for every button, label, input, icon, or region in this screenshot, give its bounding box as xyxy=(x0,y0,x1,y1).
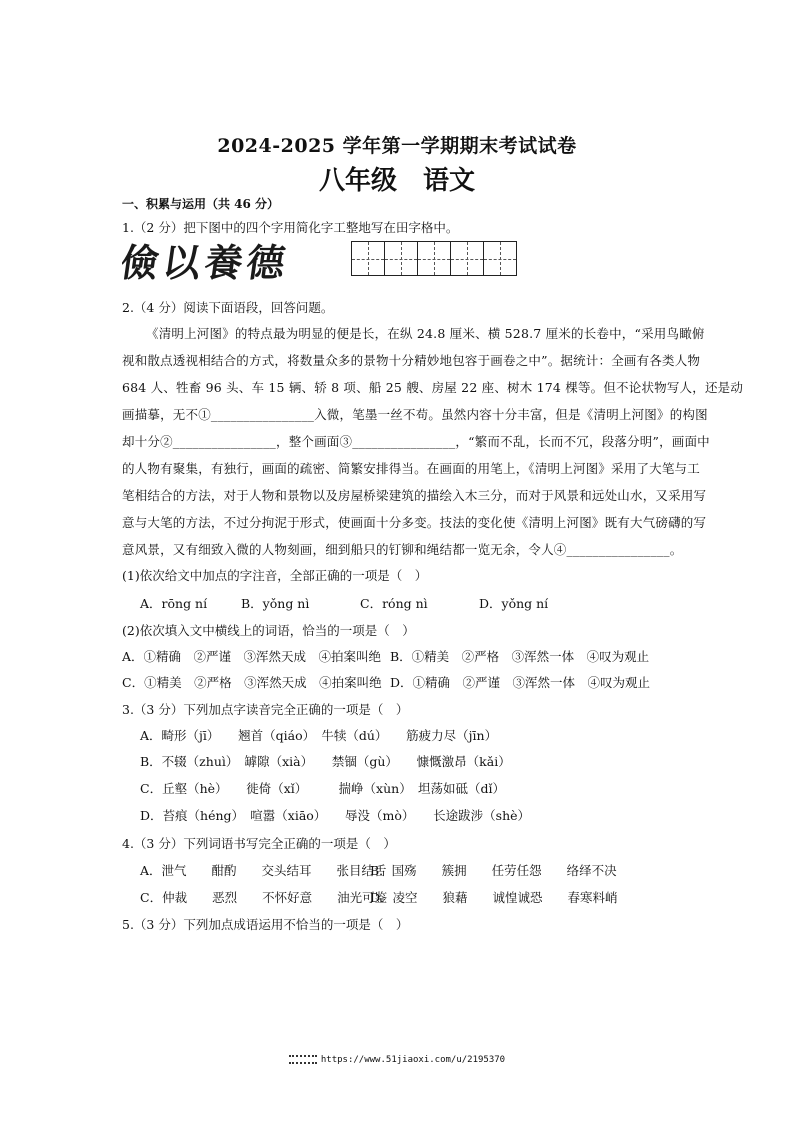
option-d[interactable]: D．①精确 ②严谨 ③浑然一体 ④叹为观止 xyxy=(390,675,651,690)
option-b[interactable]: B．国殇 簇拥 任劳任怨 络绎不决 xyxy=(370,863,617,878)
passage-line: 684 人、牲畜 96 头、车 15 辆、轿 8 项、船 25 艘、房屋 22 座、树木 174 棵等。但不论状物写人，还是动 xyxy=(122,380,744,395)
grid-cell[interactable] xyxy=(483,241,517,276)
footer-watermark xyxy=(0,1055,794,1065)
watermark-logo-icon xyxy=(289,1055,317,1064)
option-d[interactable]: D．凌空 狼藉 诚惶诚恐 春寒料峭 xyxy=(370,890,618,905)
option-c[interactable]: C．①精美 ②严格 ③浑然天成 ④拍案叫绝 xyxy=(122,675,382,690)
option-d[interactable]: D．yǒng ní xyxy=(479,596,549,611)
option-b[interactable]: B．yǒng nì xyxy=(241,596,310,611)
option-a[interactable]: A．畸形（jī） 翘首（qiáo） 牛犊（dú） 筋疲力尽（jīn） xyxy=(140,728,498,743)
subquestion-2: (2)依次填入文中横线上的词语，恰当的一项是（ ） xyxy=(122,623,415,638)
footer-url[interactable]: https://www.51jiaoxi.com/u/2195370 xyxy=(320,1055,506,1065)
question-3: 3.（3 分）下列加点字读音完全正确的一项是（ ） xyxy=(122,702,409,717)
option-c[interactable]: C．仲裁 恶烈 不怀好意 油光可鉴 xyxy=(140,890,388,905)
option-a[interactable]: A．rōng ní xyxy=(140,596,208,611)
passage-line: 画描摹，无不①________________入微，笔墨一丝不苟。虽然内容十分丰富，但是《清明上河图》的构图 xyxy=(122,407,708,422)
section-heading: 一、积累与运用（共 46 分） xyxy=(122,197,280,211)
exam-subtitle: 八年级 语文 xyxy=(318,166,475,196)
grid-cell[interactable] xyxy=(351,241,385,276)
calligraphy-art xyxy=(122,240,312,284)
calligraphy-image xyxy=(122,240,312,284)
option-a[interactable]: A．泄气 酣酌 交头结耳 张目结舌 xyxy=(140,863,387,878)
passage-line: 《清明上河图》的特点最为明显的便是长，在纵 24.8 厘米、横 528.7 厘米的长卷中，“采用鸟瞰俯 xyxy=(146,326,705,341)
passage-line: 却十分②________________，整个画面③________________，“繁而不乱，长而不冗，段落分明”，画面中 xyxy=(122,434,710,449)
question-1: 1.（2 分）把下图中的四个字用简化字工整地写在田字格中。 xyxy=(122,220,459,235)
option-b[interactable]: B．不辍（zhuì） 罅隙（xià） 禁锢（gù） 慷慨激昂（kǎi） xyxy=(140,754,511,769)
grid-cell[interactable] xyxy=(450,241,484,276)
question-5: 5.（3 分）下列加点成语运用不恰当的一项是（ ） xyxy=(122,917,409,932)
option-c[interactable]: C．丘壑（hè） 徙倚（xǐ） 揣峥（xùn） 坦荡如砥（dǐ） xyxy=(140,781,505,796)
subquestion-1: (1)依次给文中加点的字注音，全部正确的一项是（ ） xyxy=(122,568,428,583)
question-4: 4.（3 分）下列词语书写完全正确的一项是（ ） xyxy=(122,836,396,851)
option-a[interactable]: A．①精确 ②严谨 ③浑然天成 ④拍案叫绝 xyxy=(122,649,382,664)
passage-line: 的人物有聚集，有独行，画面的疏密、简繁安排得当。在画面的用笔上，《清明上河图》采用了大笔与工 xyxy=(122,461,700,476)
passage-line: 意与大笔的方法，不过分拘泥于形式，使画面十分多变。技法的变化使《清明上河图》既有大气磅礴的写 xyxy=(122,515,707,530)
tianzige-grid[interactable] xyxy=(352,241,517,276)
passage-line: 笔相结合的方法，对于人物和景物以及房屋桥梁建筑的描绘入木三分，而对于风景和远处山水，又采用写 xyxy=(122,488,707,503)
grid-cell[interactable] xyxy=(417,241,451,276)
passage-line: 意风景，又有细致入微的人物刻画，细到船只的钉铆和绳结都一览无余，令人④________________。 xyxy=(122,542,683,557)
passage-line: 视和散点透视相结合的方式，将数量众多的景物十分精妙地包容于画卷之中”。据统计：全画有各类人物 xyxy=(122,353,701,368)
grid-cell[interactable] xyxy=(384,241,418,276)
svg-text:儉以養德: 儉以養德 xyxy=(122,241,292,284)
question-2: 2.（4 分）阅读下面语段，回答问题。 xyxy=(122,300,334,315)
exam-title: 2024-2025 学年第一学期期末考试试卷 xyxy=(217,135,577,157)
option-c[interactable]: C．róng nì xyxy=(360,596,428,611)
option-b[interactable]: B．①精美 ②严格 ③浑然一体 ④叹为观止 xyxy=(390,649,650,664)
option-d[interactable]: D．苔痕（héng） 喧嚣（xiāo） 辱没（mò） 长途跋涉（shè） xyxy=(140,808,531,823)
